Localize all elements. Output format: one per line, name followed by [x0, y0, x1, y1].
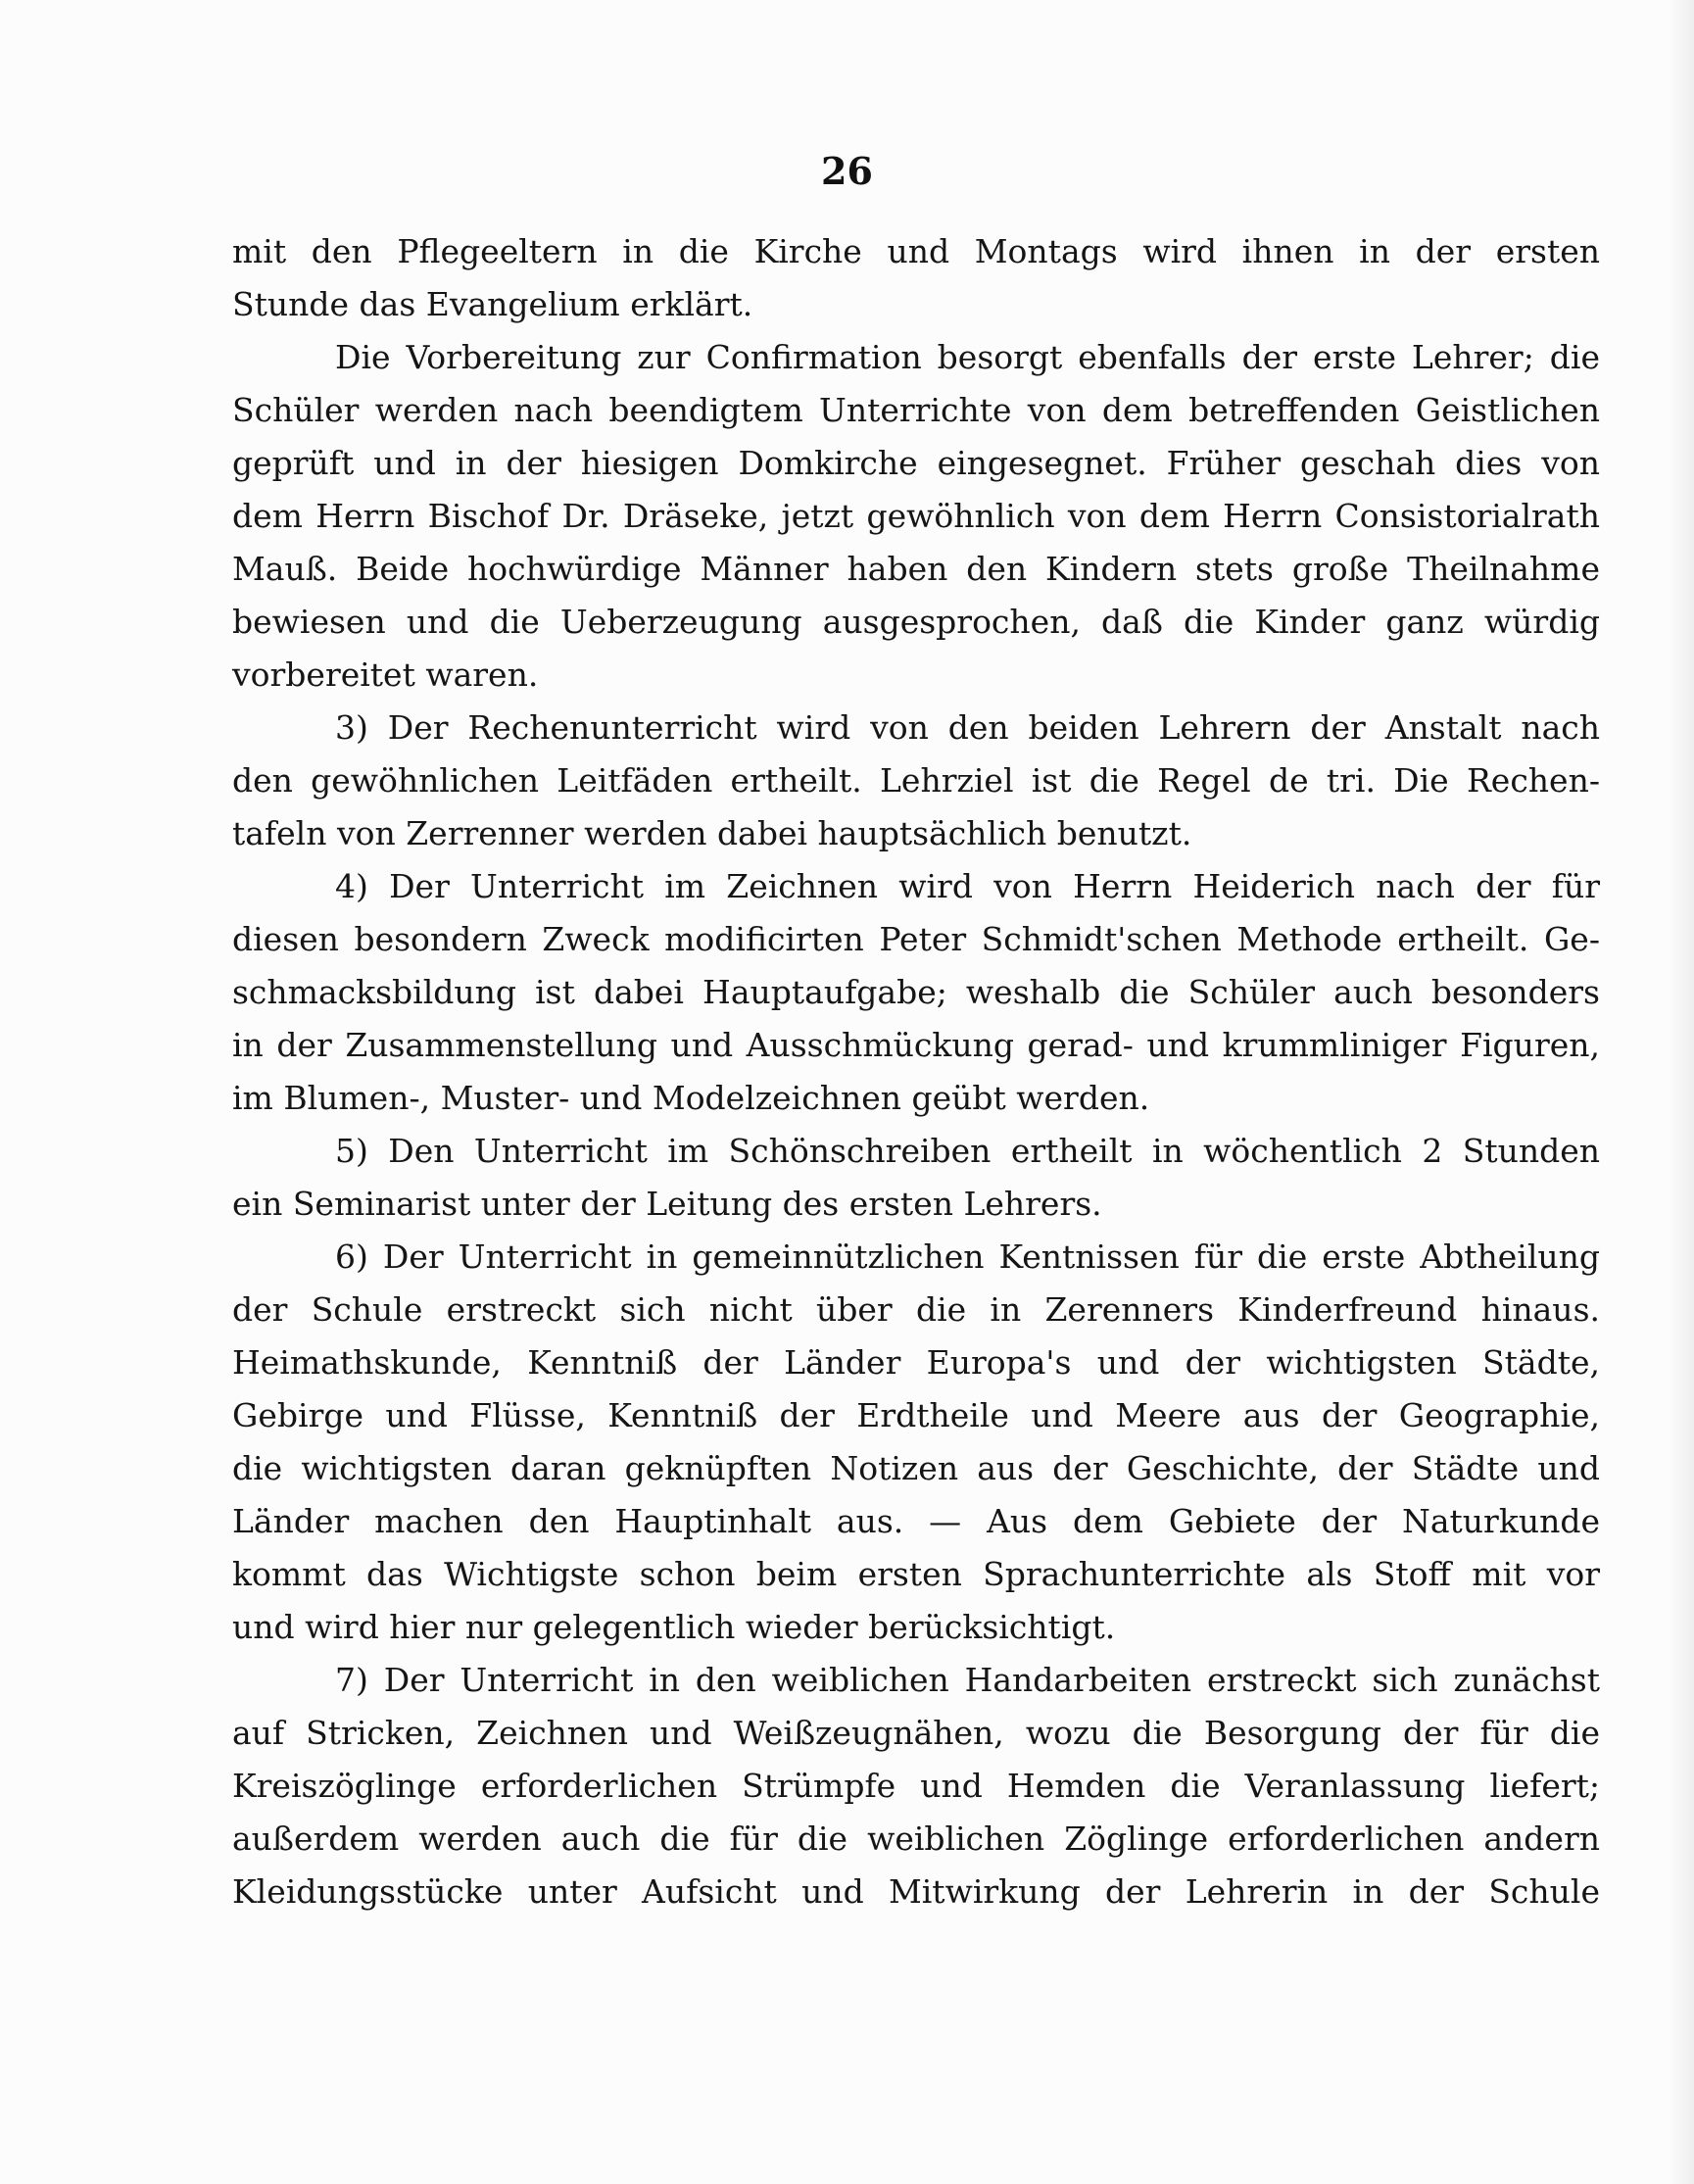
text-line: diesen besondern Zweck modificirten Peter Schmidt'schen Methode ertheilt. Ge-: [232, 920, 1600, 958]
text-line: Die Vorbereitung zur Confirmation besorgt ebenfalls der erste Lehrer; die: [335, 338, 1600, 376]
text-line: Mauß. Beide hochwürdige Männer haben den Kindern stets große Theilnahme: [232, 550, 1600, 588]
text-line: tafeln von Zerrenner werden dabei hauptsächlich benutzt.: [232, 814, 1192, 852]
text-line: Schüler werden nach beendigtem Unterrichte von dem betreffenden Geistlichen: [232, 391, 1600, 429]
text-line: im Blumen-, Muster- und Modelzeichnen geübt werden.: [232, 1079, 1150, 1117]
text-line: dem Herrn Bischof Dr. Dräseke, jetzt gewöhnlich von dem Herrn Consistorialrath: [232, 497, 1600, 535]
text-line: geprüft und in der hiesigen Domkirche eingesegnet. Früher geschah dies von: [232, 444, 1600, 482]
text-line: der Schule erstreckt sich nicht über die in Zerenners Kinderfreund hinaus.: [232, 1290, 1600, 1329]
text-line: bewiesen und die Ueberzeugung ausgesprochen, daß die Kinder ganz würdig: [232, 603, 1600, 641]
text-line: 6) Der Unterricht in gemeinnützlichen Kentnissen für die erste Abtheilung: [335, 1238, 1600, 1276]
text-line: 4) Der Unterricht im Zeichnen wird von Herrn Heiderich nach der für: [335, 867, 1600, 905]
text-line: und wird hier nur gelegentlich wieder berücksichtigt.: [232, 1608, 1116, 1646]
page-number: 26: [821, 149, 873, 193]
text-line: ein Seminarist unter der Leitung des ersten Lehrers.: [232, 1185, 1102, 1223]
text-line: Heimathskunde, Kenntniß der Länder Europa's und der wichtigsten Städte,: [232, 1343, 1600, 1382]
text-line: Stunde das Evangelium erklärt.: [232, 285, 753, 323]
text-line: den gewöhnlichen Leitfäden ertheilt. Lehrziel ist die Regel de tri. Die Rechen-: [232, 761, 1600, 800]
text-line: kommt das Wichtigste schon beim ersten Sprachunterrichte als Stoff mit vor: [232, 1555, 1600, 1593]
page-edge-shadow: [1669, 0, 1694, 2184]
text-line: 5) Den Unterricht im Schönschreiben ertheilt in wöchentlich 2 Stunden: [335, 1132, 1600, 1170]
text-line: Länder machen den Hauptinhalt aus. — Aus dem Gebiete der Naturkunde: [232, 1502, 1600, 1540]
text-line: mit den Pflegeeltern in die Kirche und Montags wird ihnen in der ersten: [232, 232, 1600, 270]
text-line: schmacksbildung ist dabei Hauptaufgabe; weshalb die Schüler auch besonders: [232, 973, 1600, 1011]
text-line: außerdem werden auch die für die weiblichen Zöglinge erforderlichen andern: [232, 1820, 1600, 1858]
text-line: die wichtigsten daran geknüpften Notizen aus der Geschichte, der Städte und: [232, 1449, 1600, 1487]
text-line: vorbereitet waren.: [232, 655, 539, 694]
text-line: Kleidungsstücke unter Aufsicht und Mitwirkung der Lehrerin in der Schule: [232, 1872, 1600, 1911]
text-line: auf Stricken, Zeichnen und Weißzeugnähen, wozu die Besorgung der für die: [232, 1714, 1600, 1752]
text-line: 7) Der Unterricht in den weiblichen Handarbeiten erstreckt sich zunächst: [335, 1661, 1600, 1699]
text-line: Kreiszöglinge erforderlichen Strümpfe und Hemden die Veranlassung liefert;: [232, 1767, 1600, 1805]
text-line: Gebirge und Flüsse, Kenntniß der Erdtheile und Meere aus der Geographie,: [232, 1396, 1600, 1434]
text-line: in der Zusammenstellung und Ausschmückung gerad- und krummliniger Figuren,: [232, 1026, 1600, 1064]
text-line: 3) Der Rechenunterricht wird von den beiden Lehrern der Anstalt nach: [335, 708, 1600, 747]
